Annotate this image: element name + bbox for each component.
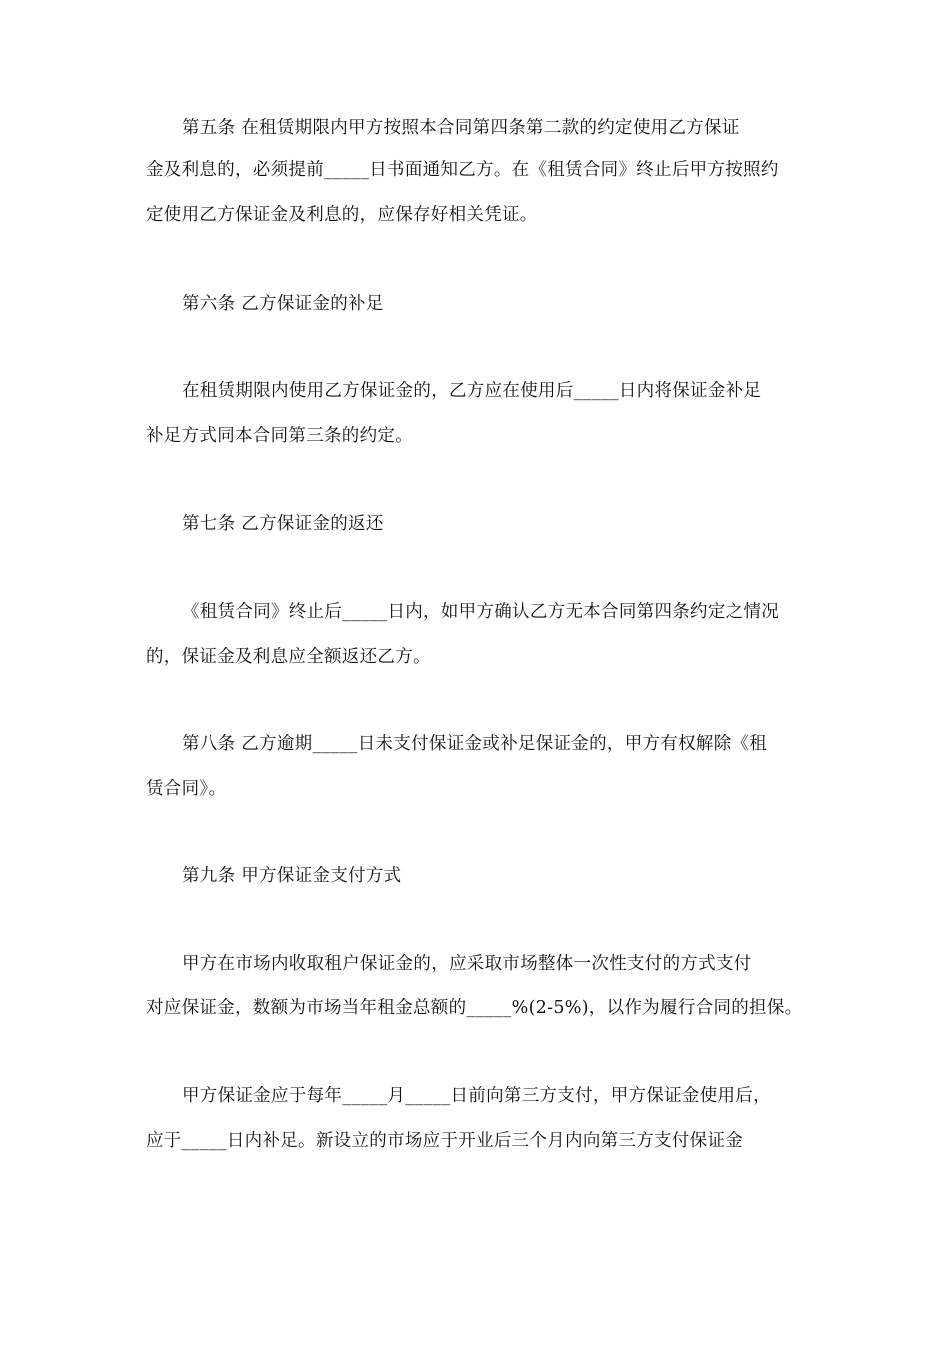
article-5-line-2: 金及利息的，必须提前_____日书面通知乙方。在《租赁合同》终止后甲方按照约 (146, 160, 779, 180)
article-9-heading: 第九条 甲方保证金支付方式 (182, 866, 402, 886)
article-9-line-2: 对应保证金，数额为市场当年租金总额的_____%(2-5%)，以作为履行合同的担保。 (146, 998, 803, 1018)
article-7-line-2: 的，保证金及利息应全额返还乙方。 (146, 647, 431, 667)
article-6-line-1: 在租赁期限内使用乙方保证金的，乙方应在使用后_____日内将保证金补足 (182, 381, 762, 401)
article-9-para-2-line-2: 应于_____日内补足。新设立的市场应于开业后三个月内向第三方支付保证金 (146, 1131, 744, 1151)
article-5-line-3: 定使用乙方保证金及利息的，应保存好相关凭证。 (146, 205, 538, 225)
article-5-line-1: 第五条 在租赁期限内甲方按照本合同第四条第二款的约定使用乙方保证 (182, 118, 740, 138)
article-6-line-2: 补足方式同本合同第三条的约定。 (146, 426, 413, 446)
article-8-line-2: 赁合同》。 (146, 779, 227, 799)
article-7-line-1: 《租赁合同》终止后_____日内，如甲方确认乙方无本合同第四条约定之情况 (182, 602, 780, 622)
article-6-heading: 第六条 乙方保证金的补足 (182, 294, 384, 314)
article-7-heading: 第七条 乙方保证金的返还 (182, 514, 384, 534)
article-9-line-1: 甲方在市场内收取租户保证金的，应采取市场整体一次性支付的方式支付 (182, 954, 752, 974)
article-9-para-2-line-1: 甲方保证金应于每年_____月_____日前向第三方支付，甲方保证金使用后， (182, 1086, 771, 1106)
article-8-line-1: 第八条 乙方逾期_____日未支付保证金或补足保证金的，甲方有权解除《租 (182, 734, 768, 754)
